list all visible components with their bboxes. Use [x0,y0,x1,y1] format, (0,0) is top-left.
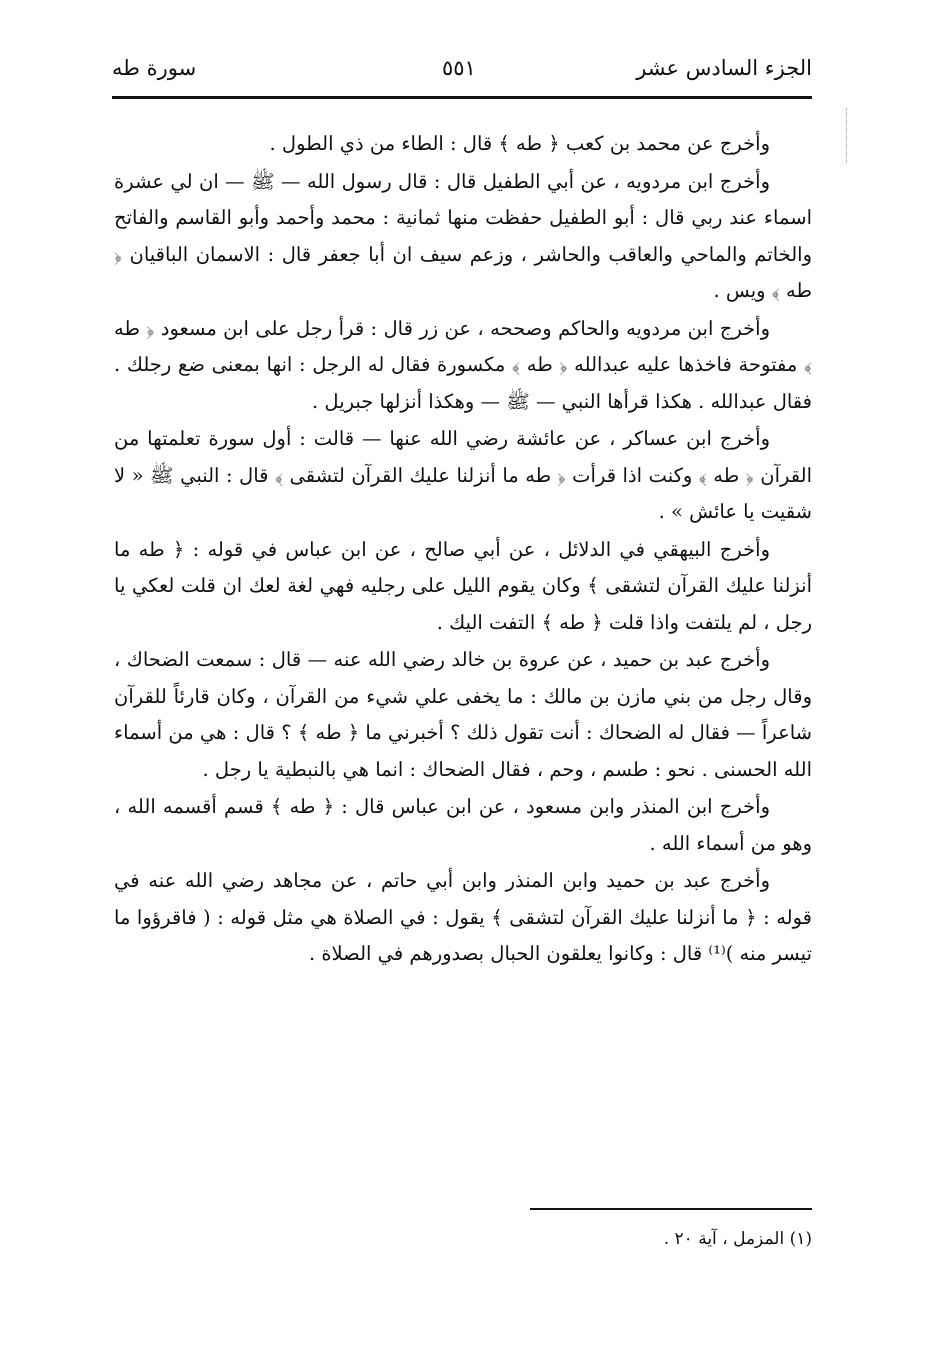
footnote: (١) المزمل ، آية ٢٠ . [663,1229,812,1249]
margin-mark [846,108,849,163]
paragraph: وأخرج البيهقي في الدلائل ، عن أبي صالح ، عن ابن عباس في قوله : ﴿ طه ما أنزلنا عليك القرآن لتشقى ﴾ وكان يقوم الليل على رجليه فهي لغة لعك ان قلت لعكي يا رجل ، لم يلتفت واذا قلت ﴿ طه ﴾ التفت اليك . [114,537,812,634]
page-number: ٥٥١ [442,56,476,80]
footnote-rule [530,1208,812,1210]
surah-title: سورة طه [112,56,197,80]
paragraph: وأخرج عبد بن حميد وابن المنذر وابن أبي حاتم ، عن مجاهد رضي الله عنه في قوله : ﴿ ما أنزلنا عليك القرآن لتشقى ﴾ يقول : في الصلاة هي مثل قوله : ( فاقرؤوا ما تيسر منه )⁽¹⁾ قال : وكانوا يعلقون الحبال بصدورهم في الصلاة . [114,869,812,965]
body-text [114,126,812,974]
paragraph: وأخرج ابن مردويه ، عن أبي الطفيل قال : قال رسول الله — ﷺ — ان لي عشرة اسماء عند ربي قال : أبو الطفيل حفظت منها ثمانية : محمد وأحمد وأبو القاسم والفاتح والخاتم والماحي والعاقب والحاشر ، وزعم سيف ان أبا جعفر قال : الاسمان الباقيان ﴿ طه ﴾ ويس . [114,169,812,302]
paragraph: وأخرج ابن مردويه والحاكم وصححه ، عن زر قال : قرأ رجل على ابن مسعود ﴿ طه ﴾ مفتوحة فاخذها عليه عبدالله ﴿ طه ﴾ مكسورة فقال له الرجل : انها بمعنى ضع رجلك . فقال عبدالله . هكذا قرأها النبي — ﷺ — وهكذا أنزلها جبريل . [114,316,812,413]
paragraph: وأخرج ابن عساكر ، عن عائشة رضي الله عنها — قالت : أول سورة تعلمتها من القرآن ﴿ طه ﴾ وكنت اذا قرأت ﴿ طه ما أنزلنا عليك القرآن لتشقى ﴾ قال : النبي ﷺ « لا شقيت يا عائش » . [114,427,812,523]
paragraph: وأخرج عبد بن حميد ، عن عروة بن خالد رضي الله عنه — قال : سمعت الضحاك ، وقال رجل من بني مازن بن مالك : ما يخفى علي شيء من القرآن ، وكان قارئاً للقرآن شاعراً — فقال له الضحاك : أنت تقول ذلك ؟ أخبرني ما ﴿ طه ﴾ ؟ قال : هي من أسماء الله الحسنى . نحو : طسم ، وحم ، فقال الضحاك : انما هي بالنبطية يا رجل . [114,648,812,781]
part-title: الجزء السادس عشر [636,56,812,80]
page-header [112,52,812,96]
paragraph: وأخرج عن محمد بن كعب ﴿ طه ﴾ قال : الطاء من ذي الطول . [269,132,770,155]
paragraph: وأخرج ابن المنذر وابن مسعود ، عن ابن عباس قال : ﴿ طه ﴾ قسم أقسمه الله ، وهو من أسماء الله . [114,795,812,855]
header-rule [112,96,812,99]
